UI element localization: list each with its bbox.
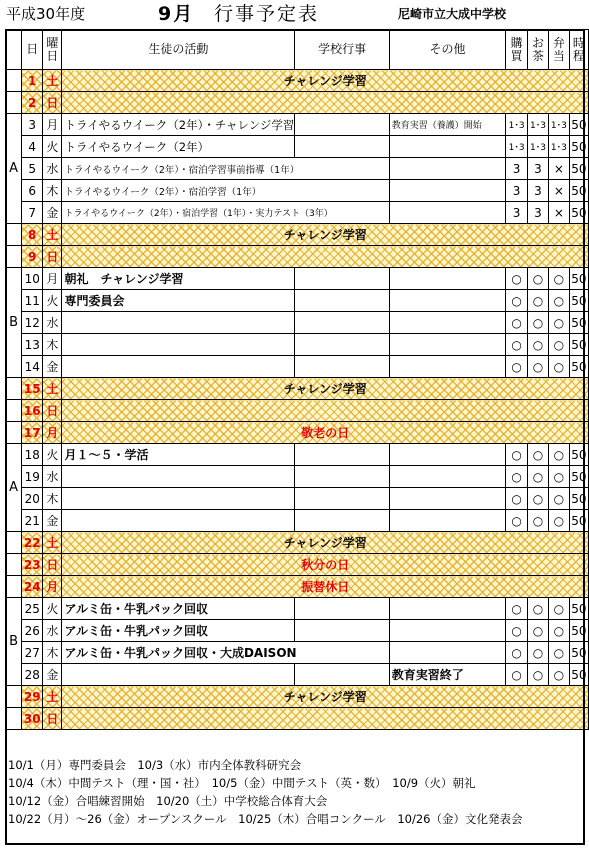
kobai-cell: ○	[506, 444, 528, 466]
jitei-cell: 50	[569, 510, 588, 532]
bento-cell: ×	[549, 158, 570, 180]
col-other: その他	[389, 30, 505, 70]
bento-cell: 1･3	[549, 114, 570, 136]
ocha-cell: ○	[527, 664, 548, 686]
ocha-cell: 1･3	[527, 136, 548, 158]
dow-cell: 月	[43, 576, 62, 598]
week-group-label: A	[6, 444, 22, 532]
dow-cell: 水	[43, 466, 62, 488]
kobai-cell: ○	[506, 290, 528, 312]
holiday-event: 振替休日	[62, 576, 589, 598]
kobai-cell: ○	[506, 466, 528, 488]
dow-cell: 木	[43, 642, 62, 664]
holiday-event: チャレンジ学習	[62, 378, 589, 400]
kobai-cell: ○	[506, 620, 528, 642]
day-cell: 6	[22, 180, 43, 202]
col-school-event: 学校行事	[295, 30, 389, 70]
ocha-cell: ○	[527, 598, 548, 620]
dow-cell: 火	[43, 136, 62, 158]
col-activity: 生徒の活動	[62, 30, 295, 70]
ocha-cell: 3	[527, 202, 548, 224]
kobai-cell: ○	[506, 510, 528, 532]
holiday-event: チャレンジ学習	[62, 532, 589, 554]
activity-cell: トライやるウイーク（2年）・宿泊学習事前指導（1年）	[62, 158, 389, 180]
holiday-event: チャレンジ学習	[62, 70, 589, 92]
jitei-cell: 50	[569, 268, 588, 290]
dow-cell: 水	[43, 158, 62, 180]
note-line: 10/22（月）～26（金）オープンスクール 10/25（木）合唱コンクール 10/26（金）文化発表会	[8, 812, 523, 826]
activity-cell: アルミ缶・牛乳パック回収	[62, 620, 295, 642]
kobai-cell: ○	[506, 268, 528, 290]
day-cell: 20	[22, 488, 43, 510]
ocha-cell: 3	[527, 180, 548, 202]
dow-cell: 金	[43, 356, 62, 378]
kobai-cell: 1･3	[506, 114, 528, 136]
day-cell: 12	[22, 312, 43, 334]
fiscal-year-label: 平成30年度	[6, 5, 86, 23]
col-day: 日	[22, 30, 43, 70]
day-cell: 24	[22, 576, 43, 598]
bento-cell: ○	[549, 290, 570, 312]
dow-cell: 土	[43, 686, 62, 708]
bento-cell: ○	[549, 598, 570, 620]
ocha-cell: ○	[527, 444, 548, 466]
kobai-cell: ○	[506, 642, 528, 664]
jitei-cell: 50	[569, 444, 588, 466]
day-cell: 15	[22, 378, 43, 400]
bento-cell: ○	[549, 488, 570, 510]
dow-cell: 日	[43, 400, 62, 422]
week-group-label: B	[6, 598, 22, 686]
dow-cell: 日	[43, 708, 62, 730]
day-cell: 14	[22, 356, 43, 378]
other-cell: 教育実習終了	[389, 664, 505, 686]
dow-cell: 土	[43, 532, 62, 554]
kobai-cell: ○	[506, 356, 528, 378]
day-cell: 5	[22, 158, 43, 180]
dow-cell: 金	[43, 510, 62, 532]
note-line: 10/12（金）合唱練習開始 10/20（土）中学校総合体育大会	[8, 794, 328, 808]
day-cell: 2	[22, 92, 43, 114]
day-cell: 19	[22, 466, 43, 488]
day-cell: 13	[22, 334, 43, 356]
activity-cell: トライやるウイーク（2年）	[62, 136, 295, 158]
bento-cell: ○	[549, 620, 570, 642]
jitei-cell: 50	[569, 334, 588, 356]
jitei-cell: 50	[569, 202, 588, 224]
other-cell: 教育実習（養護）開始	[389, 114, 505, 136]
col-bento: 弁 当	[549, 30, 570, 70]
jitei-cell: 50	[569, 620, 588, 642]
kobai-cell: 3	[506, 202, 528, 224]
day-cell: 17	[22, 422, 43, 444]
bento-cell: ○	[549, 510, 570, 532]
activity-cell: アルミ缶・牛乳パック回収	[62, 598, 295, 620]
note-line: 10/4（木）中間テスト（理・国・社） 10/5（金）中間テスト（英・数） 10/9（火）朝礼	[8, 776, 476, 790]
bento-cell: 1･3	[549, 136, 570, 158]
jitei-cell: 50	[569, 466, 588, 488]
jitei-cell: 50	[569, 356, 588, 378]
dow-cell: 月	[43, 422, 62, 444]
table-frame	[5, 29, 585, 845]
day-cell: 29	[22, 686, 43, 708]
ocha-cell: ○	[527, 642, 548, 664]
day-cell: 28	[22, 664, 43, 686]
ocha-cell: ○	[527, 488, 548, 510]
day-cell: 10	[22, 268, 43, 290]
notes-block	[8, 756, 522, 828]
ocha-cell: ○	[527, 334, 548, 356]
bento-cell: ×	[549, 180, 570, 202]
kobai-cell: 3	[506, 180, 528, 202]
jitei-cell: 50	[569, 642, 588, 664]
jitei-cell: 50	[569, 114, 588, 136]
bento-cell: ○	[549, 312, 570, 334]
dow-cell: 土	[43, 224, 62, 246]
day-cell: 4	[22, 136, 43, 158]
bento-cell: ○	[549, 268, 570, 290]
day-cell: 9	[22, 246, 43, 268]
bento-cell: ○	[549, 444, 570, 466]
col-kobai: 購 買	[506, 30, 528, 70]
day-cell: 16	[22, 400, 43, 422]
ocha-cell: ○	[527, 510, 548, 532]
dow-cell: 木	[43, 334, 62, 356]
dow-cell: 木	[43, 488, 62, 510]
dow-cell: 日	[43, 554, 62, 576]
day-cell: 27	[22, 642, 43, 664]
kobai-cell: ○	[506, 598, 528, 620]
kobai-cell: 1･3	[506, 136, 528, 158]
month-label: 9月	[158, 3, 195, 25]
day-cell: 8	[22, 224, 43, 246]
day-cell: 22	[22, 532, 43, 554]
week-group-label: B	[6, 268, 22, 378]
col-ocha: お 茶	[527, 30, 548, 70]
day-cell: 30	[22, 708, 43, 730]
holiday-event: 敬老の日	[62, 422, 589, 444]
ocha-cell: ○	[527, 466, 548, 488]
dow-cell: 木	[43, 180, 62, 202]
kobai-cell: ○	[506, 312, 528, 334]
ocha-cell: ○	[527, 312, 548, 334]
ocha-cell: ○	[527, 620, 548, 642]
dow-cell: 土	[43, 378, 62, 400]
dow-cell: 土	[43, 70, 62, 92]
activity-cell: アルミ缶・牛乳パック回収・大成DAISON	[62, 642, 389, 664]
kobai-cell: 3	[506, 158, 528, 180]
col-dow: 曜 日	[43, 30, 62, 70]
day-cell: 7	[22, 202, 43, 224]
ocha-cell: ○	[527, 290, 548, 312]
dow-cell: 日	[43, 246, 62, 268]
jitei-cell: 50	[569, 488, 588, 510]
holiday-event: チャレンジ学習	[62, 686, 589, 708]
dow-cell: 金	[43, 664, 62, 686]
jitei-cell: 50	[569, 158, 588, 180]
day-cell: 21	[22, 510, 43, 532]
jitei-cell: 50	[569, 290, 588, 312]
day-cell: 25	[22, 598, 43, 620]
jitei-cell: 50	[569, 598, 588, 620]
dow-cell: 火	[43, 598, 62, 620]
holiday-event: 秋分の日	[62, 554, 589, 576]
week-group-label: A	[6, 114, 22, 224]
bento-cell: ○	[549, 642, 570, 664]
col-jitei: 時 程	[569, 30, 588, 70]
ocha-cell: 1･3	[527, 114, 548, 136]
activity-cell: 朝礼 チャレンジ学習	[62, 268, 295, 290]
dow-cell: 水	[43, 620, 62, 642]
bento-cell: ○	[549, 334, 570, 356]
note-line: 10/1（月）専門委員会 10/3（水）市内全体教科研究会	[8, 758, 302, 772]
bento-cell: ○	[549, 664, 570, 686]
day-cell: 18	[22, 444, 43, 466]
activity-cell: トライやるウイーク（2年）・宿泊学習（1年）	[62, 180, 389, 202]
kobai-cell: ○	[506, 334, 528, 356]
kobai-cell: ○	[506, 664, 528, 686]
dow-cell: 月	[43, 268, 62, 290]
day-cell: 1	[22, 70, 43, 92]
dow-cell: 火	[43, 444, 62, 466]
activity-cell: 専門委員会	[62, 290, 295, 312]
jitei-cell: 50	[569, 312, 588, 334]
jitei-cell: 50	[569, 664, 588, 686]
day-cell: 26	[22, 620, 43, 642]
bento-cell: ×	[549, 202, 570, 224]
dow-cell: 金	[43, 202, 62, 224]
dow-cell: 月	[43, 114, 62, 136]
document-title: 行事予定表	[214, 3, 320, 25]
day-cell: 3	[22, 114, 43, 136]
holiday-event: チャレンジ学習	[62, 224, 589, 246]
dow-cell: 水	[43, 312, 62, 334]
ocha-cell: 3	[527, 158, 548, 180]
kobai-cell: ○	[506, 488, 528, 510]
day-cell: 23	[22, 554, 43, 576]
activity-cell: 月１～５・学活	[62, 444, 295, 466]
bento-cell: ○	[549, 356, 570, 378]
day-cell: 11	[22, 290, 43, 312]
jitei-cell: 50	[569, 136, 588, 158]
dow-cell: 火	[43, 290, 62, 312]
school-name: 尼崎市立大成中学校	[398, 7, 507, 21]
activity-cell: トライやるウイーク（2年）・宿泊学習（1年）・実力テスト（3年）	[62, 202, 389, 224]
jitei-cell: 50	[569, 180, 588, 202]
dow-cell: 日	[43, 92, 62, 114]
bento-cell: ○	[549, 466, 570, 488]
activity-cell: トライやるウイーク（2年）・チャレンジ学習	[62, 114, 295, 136]
ocha-cell: ○	[527, 268, 548, 290]
ocha-cell: ○	[527, 356, 548, 378]
